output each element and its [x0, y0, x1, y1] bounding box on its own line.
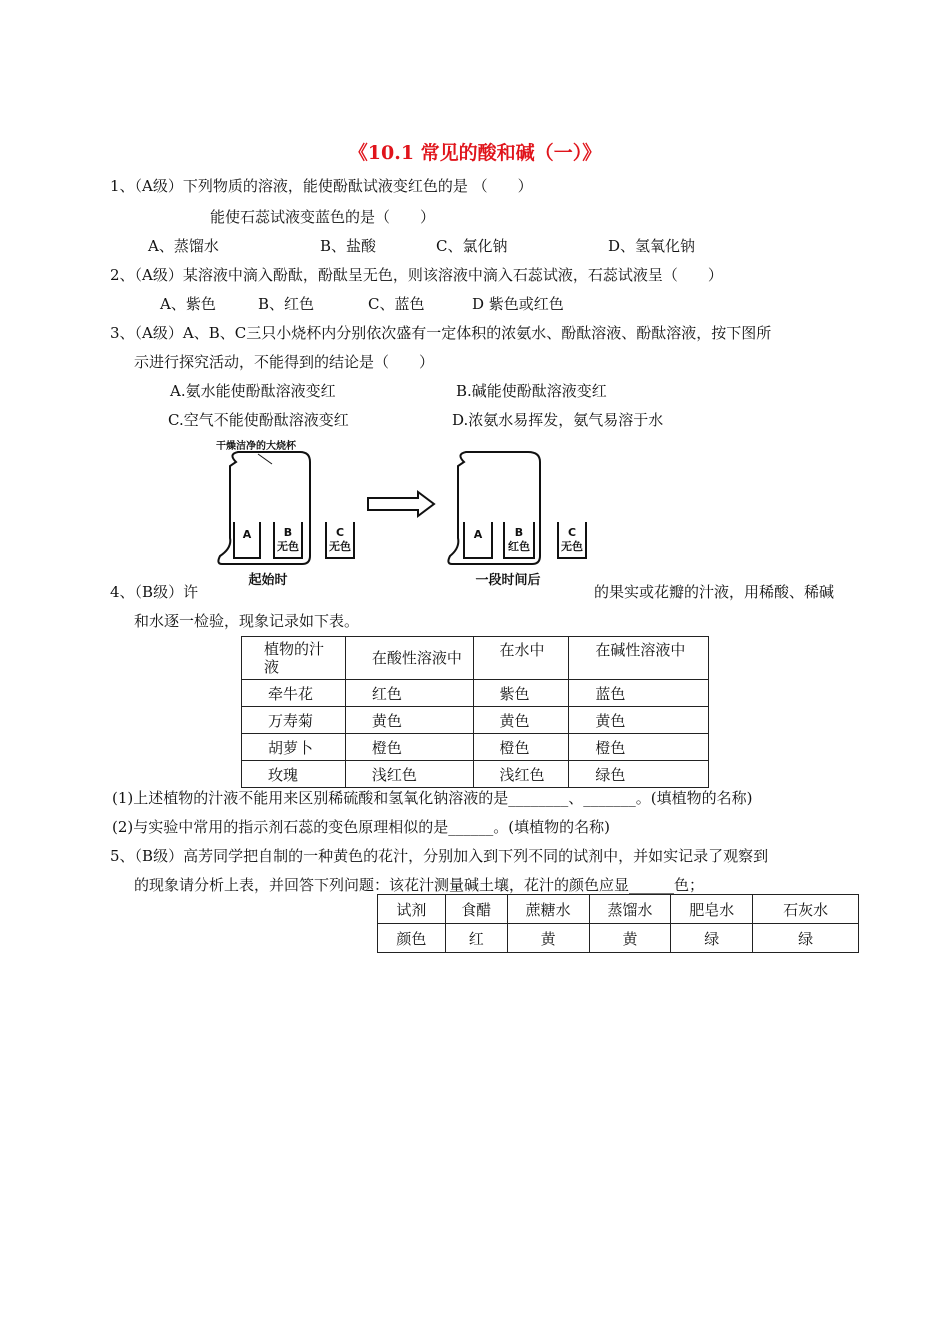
- left-label-b: B: [283, 526, 293, 539]
- table-cell: 绿: [753, 924, 859, 953]
- table-cell: 橙色: [569, 734, 709, 761]
- q5-stem-2: 的现象请分析上表，并回答下列问题：该花汁测量碱土壤，花汁的颜色应显______色；: [134, 876, 705, 894]
- q1-option-d: D、氢氧化钠: [608, 237, 696, 255]
- table-cell: 万寿菊: [242, 707, 346, 734]
- table-row: [378, 924, 859, 953]
- table-cell: 浅红色: [473, 761, 569, 788]
- table-cell: 浅红色: [345, 761, 473, 788]
- label-pointer: [258, 454, 272, 464]
- table-cell: 黄色: [569, 707, 709, 734]
- table-cell: 胡萝卜: [242, 734, 346, 761]
- q3-stem-2: 示进行探究活动，不能得到的结论是（ ）: [134, 353, 435, 371]
- table-cell: 黄: [507, 924, 589, 953]
- q3-option-c: C.空气不能使酚酞溶液变红: [168, 411, 349, 429]
- table-cell: 试剂: [378, 895, 446, 924]
- right-label-c: C: [567, 526, 577, 539]
- table-cell: 肥皂水: [671, 895, 753, 924]
- table-cell: 蓝色: [569, 680, 709, 707]
- big-beaker-label: 干燥洁净的大烧杯: [216, 441, 296, 452]
- table-cell: 玫瑰: [242, 761, 346, 788]
- right-label-b: B: [514, 526, 524, 539]
- table-cell: 蔗糖水: [507, 895, 589, 924]
- left-color-c: 无色: [329, 540, 351, 553]
- left-label-a: A: [242, 528, 252, 541]
- q1-stem-2: 能使石蕊试液变蓝色的是（ ）: [210, 208, 436, 226]
- q1-option-c: C、氯化钠: [436, 237, 508, 255]
- header-acid: 在酸性溶液中: [345, 637, 473, 680]
- q3-option-a: A.氨水能使酚酞溶液变红: [170, 382, 336, 400]
- table-cell: 橙色: [345, 734, 473, 761]
- left-label-c: C: [335, 526, 345, 539]
- left-caption: 起始时: [248, 573, 288, 588]
- table-cell: 红色: [345, 680, 473, 707]
- page-title: 《10.1 常见的酸和碱（一）》: [348, 142, 602, 164]
- table-row: [242, 761, 709, 788]
- table-cell: 石灰水: [753, 895, 859, 924]
- q4-subquestion-1: (1)上述植物的汁液不能用来区别稀硫酸和氢氧化钠溶液的是________、_______。(填植物的名称): [112, 789, 753, 807]
- q5-table: [377, 894, 859, 953]
- q2-option-b: B、红色: [258, 295, 315, 313]
- table-cell: 食醋: [445, 895, 507, 924]
- experiment-diagram: [208, 438, 608, 588]
- table-cell: 绿色: [569, 761, 709, 788]
- table-header-row: [242, 637, 709, 680]
- q3-stem: 3、（A级）A、B、C三只小烧杯内分别依次盛有一定体积的浓氨水、酚酞溶液、酚酞溶液，按下图所: [110, 324, 772, 342]
- table-header-row: [378, 895, 859, 924]
- q4-subquestion-2: (2)与实验中常用的指示剂石蕊的变色原理相似的是______。(填植物的名称): [112, 818, 610, 836]
- q2-option-d: D 紫色或红色: [472, 295, 564, 313]
- left-color-b: 无色: [277, 540, 299, 553]
- table-cell: 橙色: [473, 734, 569, 761]
- table-cell: 紫色: [473, 680, 569, 707]
- table-cell: 黄色: [473, 707, 569, 734]
- right-color-b: 红色: [508, 540, 530, 553]
- right-caption: 一段时间后: [475, 573, 541, 588]
- table-cell: 黄: [589, 924, 671, 953]
- q4-stem-start: 4、（B级）许: [110, 583, 199, 601]
- table-cell: 颜色: [378, 924, 446, 953]
- q4-stem-2: 和水逐一检验，现象记录如下表。: [134, 612, 360, 630]
- table-cell: 绿: [671, 924, 753, 953]
- q1-stem: 1、（A级）下列物质的溶液，能使酚酞试液变红色的是 （ ）: [110, 177, 533, 195]
- header-plant: 植物的汁液: [242, 637, 346, 680]
- q4-stem-end: 的果实或花瓣的汁液，用稀酸、稀碱: [594, 583, 835, 601]
- table-row: [242, 734, 709, 761]
- table-cell: 黄色: [345, 707, 473, 734]
- q4-table: [241, 636, 709, 788]
- header-water: 在水中: [473, 637, 569, 680]
- header-base: 在碱性溶液中: [569, 637, 709, 680]
- right-color-c: 无色: [561, 540, 583, 553]
- q5-stem: 5、（B级）高芳同学把自制的一种黄色的花汁，分别加入到下列不同的试剂中，并如实记录了观察到: [110, 847, 769, 865]
- table-row: [242, 707, 709, 734]
- table-cell: 牵牛花: [242, 680, 346, 707]
- table-cell: 红: [445, 924, 507, 953]
- table-cell: 蒸馏水: [589, 895, 671, 924]
- arrow-icon: [368, 492, 434, 516]
- table-row: [242, 680, 709, 707]
- q2-stem: 2、（A级）某溶液中滴入酚酞，酚酞呈无色，则该溶液中滴入石蕊试液，石蕊试液呈（ ）: [110, 266, 723, 284]
- q1-option-b: B、盐酸: [320, 237, 377, 255]
- q2-option-c: C、蓝色: [368, 295, 425, 313]
- q2-option-a: A、紫色: [160, 295, 216, 313]
- right-label-a: A: [473, 528, 483, 541]
- q1-option-a: A、蒸馏水: [148, 237, 219, 255]
- q3-option-b: B.碱能使酚酞溶液变红: [456, 382, 607, 400]
- q3-option-d: D.浓氨水易挥发，氨气易溶于水: [452, 411, 664, 429]
